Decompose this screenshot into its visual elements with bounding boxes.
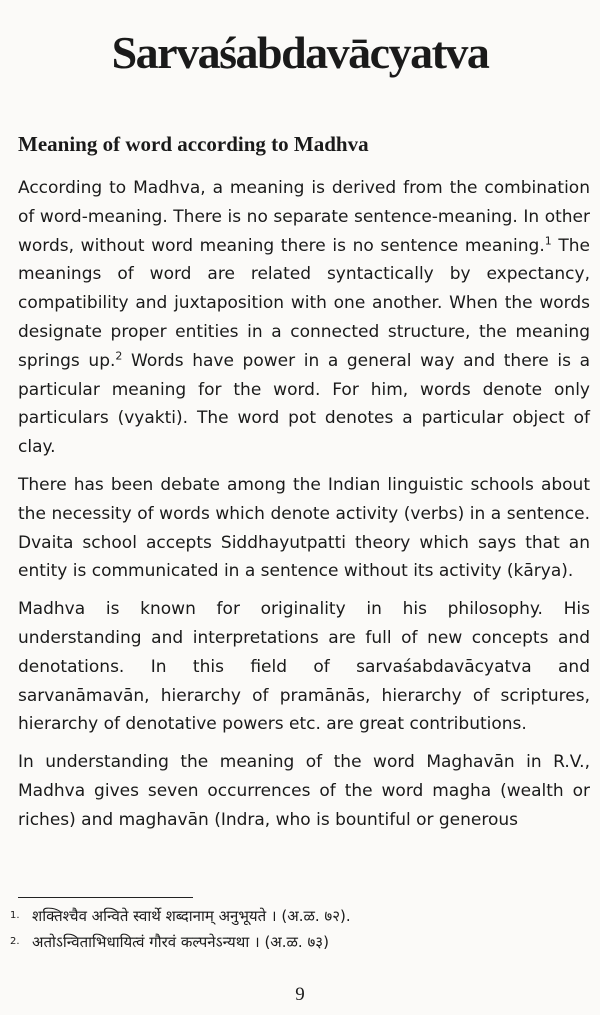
body-text <box>18 174 590 844</box>
footnote-ref-1: 1 <box>544 233 552 247</box>
paragraph-1 <box>18 174 590 462</box>
paragraph-3: Madhva is known for originality in his philosophy. His understanding and interpretations are full of new concepts and denotations. In this field of sarvaśabdavācyatva and sarvanāmavān, hierarchy of pramānās, hierarchy of scriptures, hierarchy of denotative powers etc. are great contributions. <box>18 599 590 735</box>
footnote-2-text: अतोऽन्विताभिधायित्वं गौरवं कल्पनेऽन्यथा । (अ.ळ. ७३) <box>32 933 329 951</box>
page-title: Sarvaśabdavācyatva <box>111 27 489 78</box>
footnote-2 <box>10 932 590 958</box>
footnote-1 <box>10 906 590 932</box>
page-number: 9 <box>295 984 305 1005</box>
paragraph-2: There has been debate among the Indian linguistic schools about the necessity of words which denote activity (verbs) in a sentence. Dvaita school accepts Siddhayutpatti theory which says that an entity is communicated in a sentence without its activity (kārya). <box>18 474 590 582</box>
paragraph-1-part-2: The meanings of word are related syntactically by expectancy, compatibility and juxtaposition with one another. When the words designate proper entities in a connected structure, the meaning springs up. <box>18 235 590 371</box>
paragraph-4: In understanding the meaning of the word Maghavān in R.V., Madhva gives seven occurrences of the word magha (wealth or riches) and maghavān (Indra, who is bountiful or generous <box>18 752 590 830</box>
section-heading: Meaning of word according to Madhva <box>18 132 369 156</box>
paragraph-1-part-3: Words have power in a general way and there is a particular meaning for the word. For him, words denote only particulars (vyakti). The word pot denotes a particular object of clay. <box>18 350 590 458</box>
footnote-ref-2: 2 <box>115 349 123 363</box>
footnote-divider <box>18 897 193 898</box>
footnotes <box>10 906 590 958</box>
paragraph-1-part-1: According to Madhva, a meaning is derived from the combination of word-meaning. There is no separate sentence-meaning. In other words, without word meaning there is no sentence meaning. <box>18 178 590 256</box>
footnote-1-text: शक्तिश्चैव अन्विते स्वार्थे शब्दानाम् अनुभूयते । (अ.ळ. ७२). <box>32 907 351 925</box>
footnote-1-number: 1. <box>10 910 20 921</box>
footnote-2-number: 2. <box>10 936 20 947</box>
